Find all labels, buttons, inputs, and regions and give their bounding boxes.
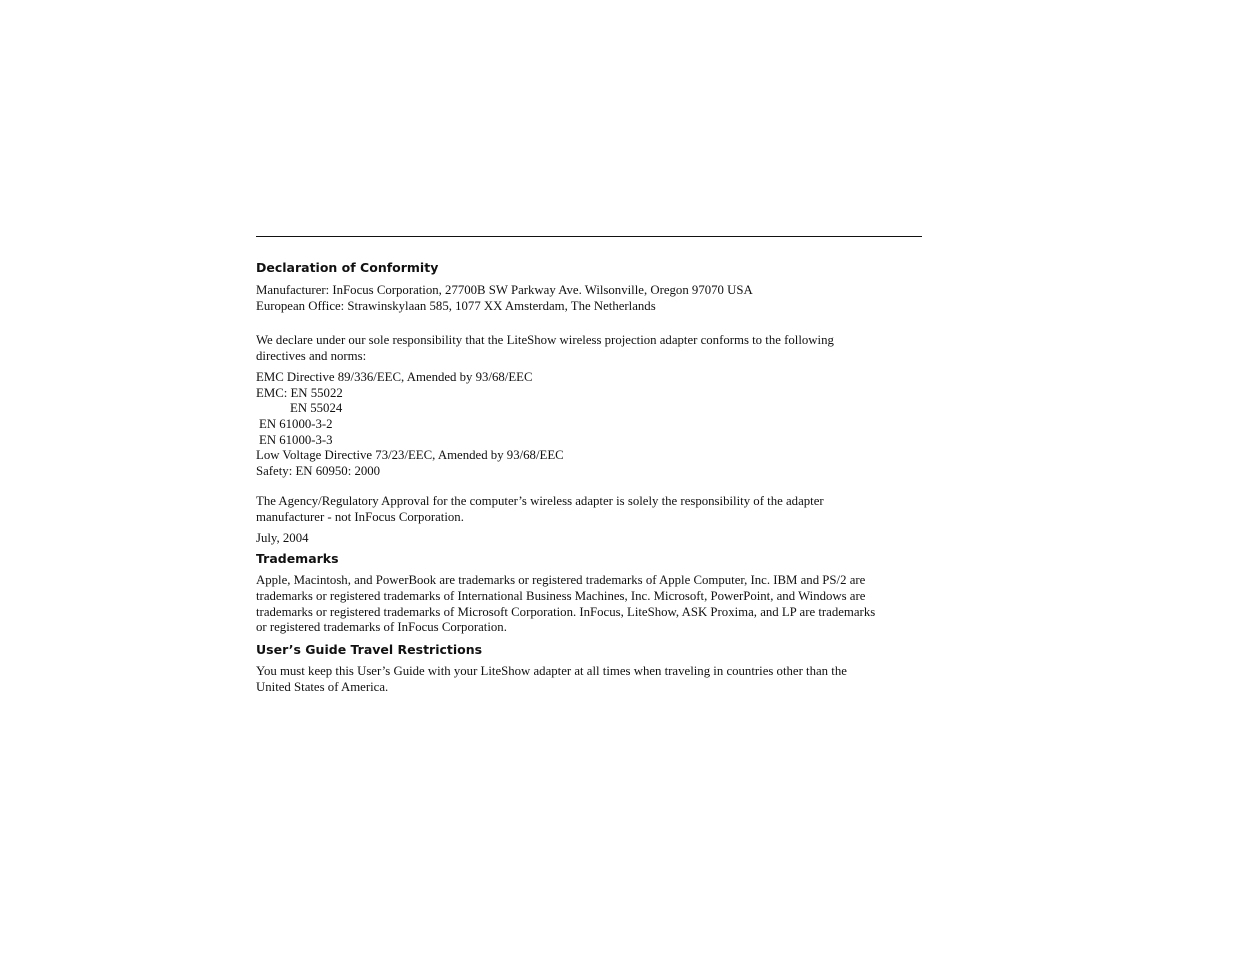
travel-line: You must keep this User’s Guide with your LiteShow adapter at all times when traveling in countries other than the <box>256 664 847 678</box>
trademarks-line: trademarks or registered trademarks of Microsoft Corporation. InFocus, LiteShow, ASK Proxima, and LP are trademarks <box>256 604 876 619</box>
agency-note <box>256 494 922 526</box>
document-page <box>256 0 922 954</box>
norm-line: EN 55024 <box>290 401 343 415</box>
statement-line: We declare under our sole responsibility that the LiteShow wireless projection adapter conforms to the following <box>256 333 834 347</box>
norm-line: EN 61000-3-3 <box>259 433 333 447</box>
agency-note-line: manufacturer - not InFocus Corporation. <box>256 509 464 524</box>
header-rule <box>256 236 922 237</box>
norm-line: EMC Directive 89/336/EEC, Amended by 93/68/EEC <box>256 370 533 384</box>
travel-heading: User’s Guide Travel Restrictions <box>256 642 483 657</box>
declaration-date: July, 2004 <box>256 531 309 545</box>
norm-line: Low Voltage Directive 73/23/EEC, Amended by 93/68/EEC <box>256 448 564 462</box>
trademarks-line: or registered trademarks of InFocus Corporation. <box>256 620 507 635</box>
travel-paragraph <box>256 664 922 696</box>
trademarks-line: Apple, Macintosh, and PowerBook are trademarks or registered trademarks of Apple Computer, Inc. IBM and PS/2 are <box>256 573 866 587</box>
declaration-heading: Declaration of Conformity <box>256 260 439 275</box>
norm-line: Safety: EN 60950: 2000 <box>256 464 381 478</box>
manufacturer-line: Manufacturer: InFocus Corporation, 27700B SW Parkway Ave. Wilsonville, Oregon 97070 USA <box>256 283 753 297</box>
norm-line: EMC: EN 55022 <box>256 386 343 400</box>
agency-note-line: The Agency/Regulatory Approval for the computer’s wireless adapter is solely the responsibility of the adapter <box>256 494 824 508</box>
trademarks-paragraph <box>256 573 922 636</box>
statement-line: directives and norms: <box>256 348 367 363</box>
conformity-statement <box>256 333 922 365</box>
european-office-line: European Office: Strawinskylaan 585, 1077 XX Amsterdam, The Netherlands <box>256 299 656 313</box>
travel-line: United States of America. <box>256 679 389 694</box>
trademarks-heading: Trademarks <box>256 551 339 566</box>
trademarks-line: trademarks or registered trademarks of International Business Machines, Inc. Microsoft, PowerPoint, and Windows are <box>256 588 866 603</box>
norm-line: EN 61000-3-2 <box>259 417 333 431</box>
